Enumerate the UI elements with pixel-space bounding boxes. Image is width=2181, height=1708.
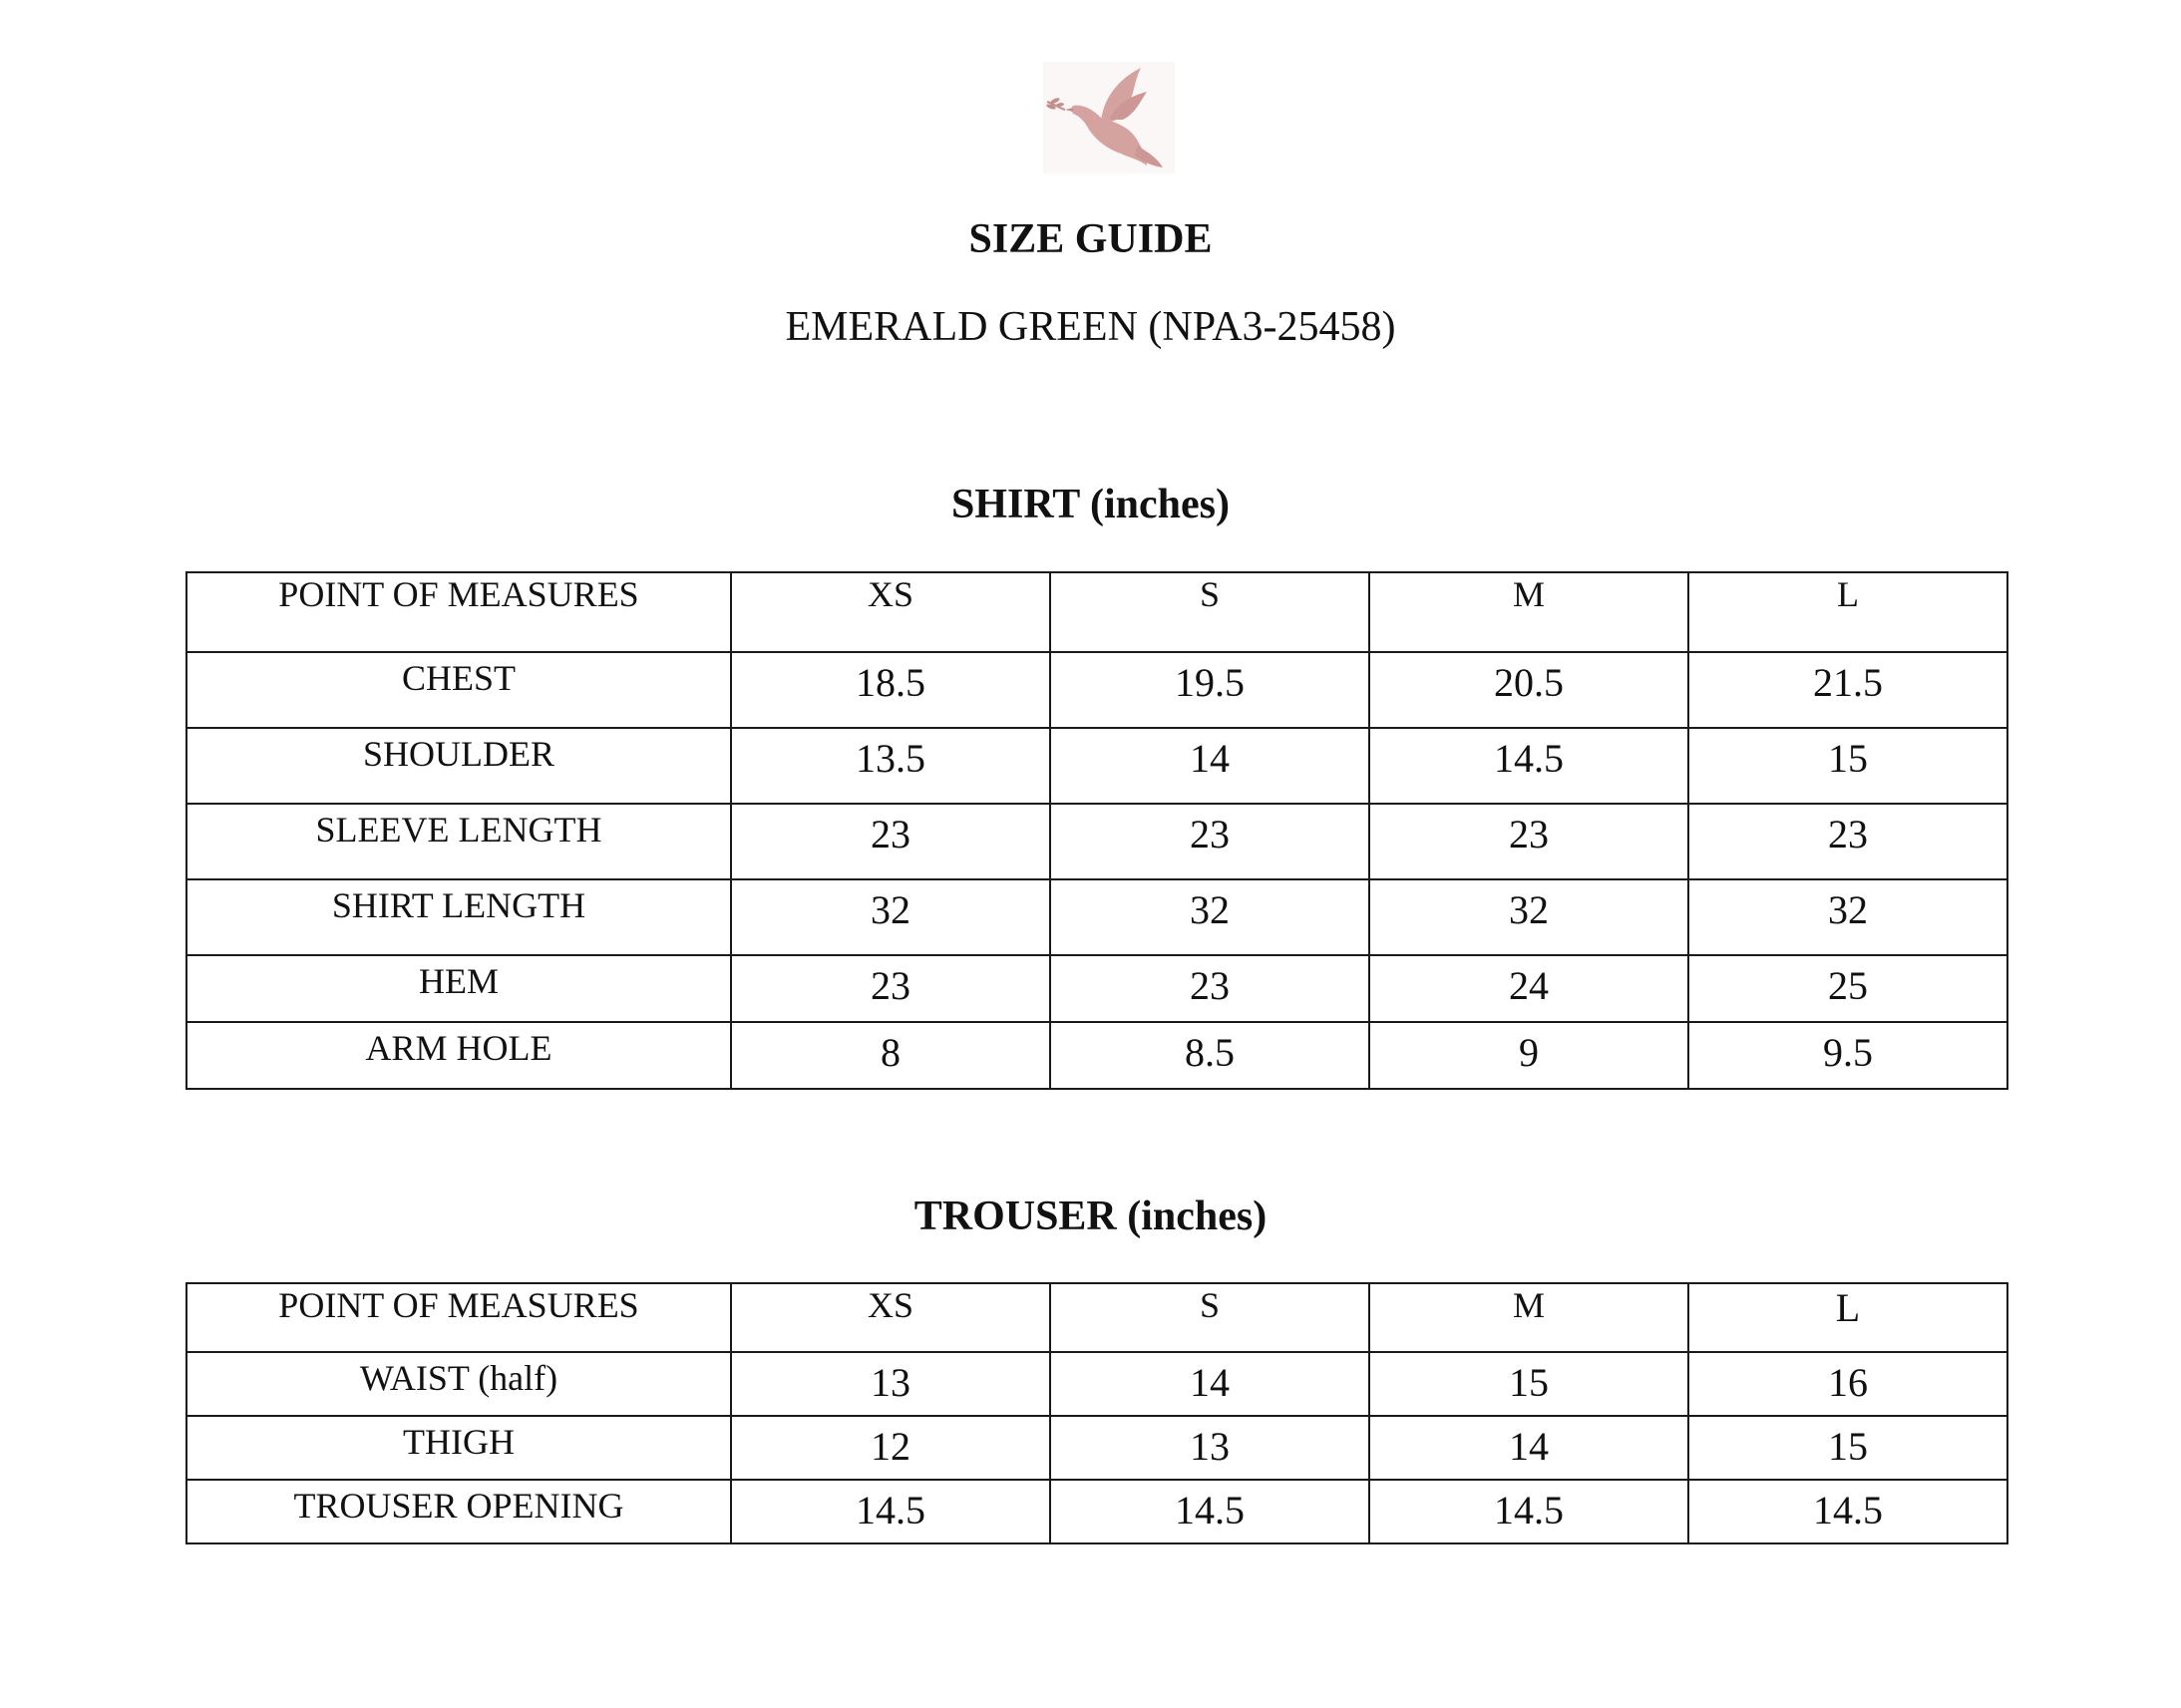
measure-value: 14.5	[1369, 728, 1688, 804]
measure-value: 32	[731, 879, 1050, 955]
measure-value: 16	[1688, 1352, 2007, 1416]
measure-value: 23	[1050, 804, 1369, 879]
measure-value: 14.5	[731, 1480, 1050, 1543]
measure-value: 14	[1050, 1352, 1369, 1416]
trouser-section-title: TROUSER (inches)	[913, 1194, 1268, 1239]
measure-value: 32	[1688, 879, 2007, 955]
measure-label: SHOULDER	[186, 728, 731, 804]
measure-value: 9.5	[1688, 1022, 2007, 1089]
measure-value: 15	[1369, 1352, 1688, 1416]
table-row	[186, 1352, 2007, 1416]
measure-label: ARM HOLE	[186, 1022, 731, 1089]
column-header: L	[1688, 572, 2007, 652]
measure-value: 18.5	[731, 652, 1050, 728]
measure-value: 13.5	[731, 728, 1050, 804]
table-row	[186, 955, 2007, 1022]
table-row	[186, 879, 2007, 955]
column-header: M	[1369, 572, 1688, 652]
measure-value: 8	[731, 1022, 1050, 1089]
table-row	[186, 804, 2007, 879]
column-header: L	[1688, 1283, 2007, 1352]
measure-value: 25	[1688, 955, 2007, 1022]
table-row	[186, 1480, 2007, 1543]
table-row	[186, 652, 2007, 728]
measure-label: THIGH	[186, 1416, 731, 1480]
shirt-size-table	[185, 571, 2008, 1090]
measure-value: 32	[1050, 879, 1369, 955]
shirt-section-title: SHIRT (inches)	[951, 482, 1230, 527]
column-header: XS	[731, 572, 1050, 652]
measure-value: 20.5	[1369, 652, 1688, 728]
column-header: XS	[731, 1283, 1050, 1352]
measure-value: 14	[1369, 1416, 1688, 1480]
table-row	[186, 1022, 2007, 1089]
measure-label: HEM	[186, 955, 731, 1022]
column-header: S	[1050, 1283, 1369, 1352]
column-header: M	[1369, 1283, 1688, 1352]
measure-value: 32	[1369, 879, 1688, 955]
measure-value: 8.5	[1050, 1022, 1369, 1089]
measure-value: 23	[1688, 804, 2007, 879]
table-header-row	[186, 572, 2007, 652]
measure-value: 19.5	[1050, 652, 1369, 728]
measure-value: 23	[731, 955, 1050, 1022]
measure-value: 14.5	[1050, 1480, 1369, 1543]
measure-label: SLEEVE LENGTH	[186, 804, 731, 879]
table-row	[186, 1416, 2007, 1480]
measure-value: 14	[1050, 728, 1369, 804]
table-row	[186, 728, 2007, 804]
column-header: POINT OF MEASURES	[186, 572, 731, 652]
product-name: EMERALD GREEN (NPA3-25458)	[785, 304, 1396, 350]
column-header: S	[1050, 572, 1369, 652]
measure-value: 14.5	[1369, 1480, 1688, 1543]
measure-value: 14.5	[1688, 1480, 2007, 1543]
measure-value: 23	[731, 804, 1050, 879]
measure-value: 12	[731, 1416, 1050, 1480]
measure-value: 13	[1050, 1416, 1369, 1480]
trouser-size-table	[185, 1282, 2008, 1544]
measure-label: TROUSER OPENING	[186, 1480, 731, 1543]
measure-value: 23	[1369, 804, 1688, 879]
measure-value: 15	[1688, 728, 2007, 804]
measure-value: 13	[731, 1352, 1050, 1416]
measure-label: CHEST	[186, 652, 731, 728]
measure-label: SHIRT LENGTH	[186, 879, 731, 955]
page-title: SIZE GUIDE	[968, 216, 1213, 262]
measure-value: 21.5	[1688, 652, 2007, 728]
measure-value: 15	[1688, 1416, 2007, 1480]
table-header-row	[186, 1283, 2007, 1352]
column-header: POINT OF MEASURES	[186, 1283, 731, 1352]
measure-value: 9	[1369, 1022, 1688, 1089]
measure-label: WAIST (half)	[186, 1352, 731, 1416]
dove-with-olive-branch-icon	[1043, 62, 1175, 173]
measure-value: 23	[1050, 955, 1369, 1022]
measure-value: 24	[1369, 955, 1688, 1022]
